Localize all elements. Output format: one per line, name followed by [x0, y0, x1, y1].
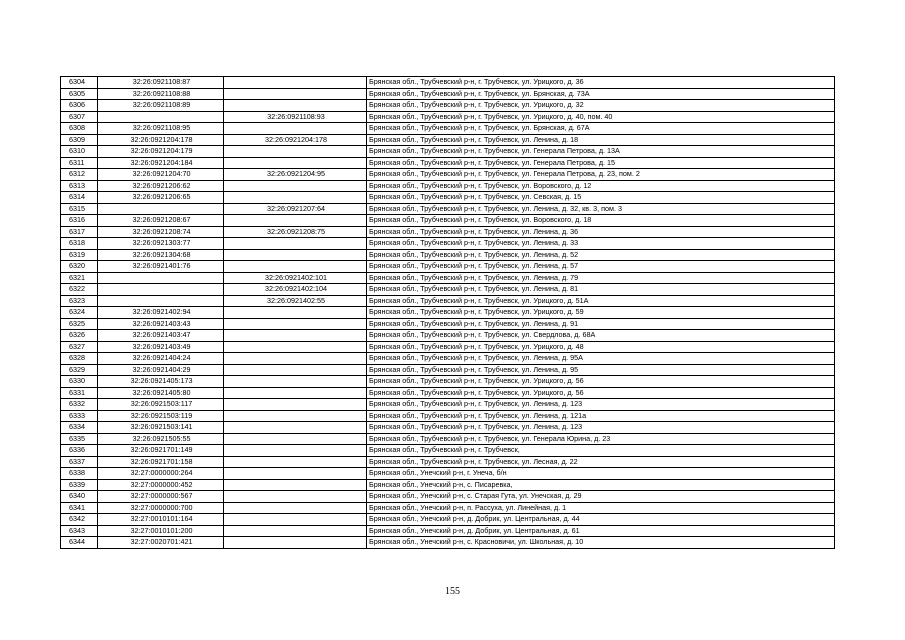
row-number-cell: 6330 — [61, 376, 98, 388]
table-row — [61, 100, 835, 112]
table-row — [61, 410, 835, 422]
address-cell: Брянская обл., Трубчевский р-н, г. Трубчевск, ул. Лесная, д. 22 — [367, 456, 835, 468]
table-row — [61, 479, 835, 491]
row-number-cell: 6319 — [61, 249, 98, 261]
cadastral-number-secondary-cell — [224, 491, 367, 503]
address-cell: Брянская обл., Унечский р-н, с. Красновичи, ул. Школьная, д. 10 — [367, 537, 835, 549]
address-cell: Брянская обл., Трубчевский р-н, г. Трубчевск, ул. Ленина, д. 123 — [367, 399, 835, 411]
cadastral-number-cell: 32:26:0921108:89 — [98, 100, 224, 112]
address-cell: Брянская обл., Трубчевский р-н, г. Трубчевск, ул. Ленина, д. 57 — [367, 261, 835, 273]
cadastral-number-secondary-cell: 32:26:0921208:75 — [224, 226, 367, 238]
cadastral-number-secondary-cell: 32:26:0921204:178 — [224, 134, 367, 146]
cadastral-number-secondary-cell — [224, 410, 367, 422]
row-number-cell: 6318 — [61, 238, 98, 250]
cadastral-number-secondary-cell — [224, 261, 367, 273]
cadastral-number-cell — [98, 272, 224, 284]
cadastral-number-secondary-cell — [224, 180, 367, 192]
address-cell: Брянская обл., Трубчевский р-н, г. Трубчевск, ул. Ленина, д. 52 — [367, 249, 835, 261]
cadastral-number-cell: 32:26:0921701:158 — [98, 456, 224, 468]
cadastral-number-cell: 32:26:0921403:49 — [98, 341, 224, 353]
cadastral-number-cell: 32:26:0921108:88 — [98, 88, 224, 100]
cadastral-number-cell: 32:26:0921503:141 — [98, 422, 224, 434]
row-number-cell: 6336 — [61, 445, 98, 457]
row-number-cell: 6339 — [61, 479, 98, 491]
table-row — [61, 387, 835, 399]
row-number-cell: 6334 — [61, 422, 98, 434]
table-row — [61, 433, 835, 445]
cadastral-number-secondary-cell: 32:26:0921108:93 — [224, 111, 367, 123]
address-cell: Брянская обл., Трубчевский р-н, г. Трубчевск, ул. Ленина, д. 95А — [367, 353, 835, 365]
table-row — [61, 180, 835, 192]
cadastral-number-cell: 32:27:0000000:264 — [98, 468, 224, 480]
cadastral-number-secondary-cell: 32:26:0921402:104 — [224, 284, 367, 296]
address-cell: Брянская обл., Трубчевский р-н, г. Трубчевск, ул. Воровского, д. 12 — [367, 180, 835, 192]
cadastral-number-cell: 32:26:0921503:117 — [98, 399, 224, 411]
row-number-cell: 6315 — [61, 203, 98, 215]
row-number-cell: 6331 — [61, 387, 98, 399]
row-number-cell: 6327 — [61, 341, 98, 353]
table-row — [61, 491, 835, 503]
table-row — [61, 399, 835, 411]
address-cell: Брянская обл., Трубчевский р-н, г. Трубчевск, ул. Урицкого, д. 56 — [367, 376, 835, 388]
cadastral-number-cell: 32:26:0921404:24 — [98, 353, 224, 365]
row-number-cell: 6320 — [61, 261, 98, 273]
cadastral-number-secondary-cell — [224, 123, 367, 135]
table-row — [61, 272, 835, 284]
address-cell: Брянская обл., Трубчевский р-н, г. Трубчевск, ул. Урицкого, д. 56 — [367, 387, 835, 399]
cadastral-number-cell: 32:26:0921403:47 — [98, 330, 224, 342]
row-number-cell: 6322 — [61, 284, 98, 296]
table-row — [61, 284, 835, 296]
cadastral-number-cell: 32:27:0000000:700 — [98, 502, 224, 514]
table-row — [61, 238, 835, 250]
cadastral-number-cell — [98, 203, 224, 215]
cadastral-number-cell: 32:27:0000000:452 — [98, 479, 224, 491]
address-cell: Брянская обл., Трубчевский р-н, г. Трубчевск, ул. Генерала Петрова, д. 23, пом. 2 — [367, 169, 835, 181]
address-cell: Брянская обл., Трубчевский р-н, г. Трубчевск, ул. Севская, д. 15 — [367, 192, 835, 204]
table-row — [61, 364, 835, 376]
table-row — [61, 157, 835, 169]
address-cell: Брянская обл., Унечский р-н, д. Добрик, ул. Центральная, д. 61 — [367, 525, 835, 537]
address-cell: Брянская обл., Унечский р-н, д. Добрик, ул. Центральная, д. 44 — [367, 514, 835, 526]
table-row — [61, 318, 835, 330]
cadastral-number-cell: 32:27:0000000:567 — [98, 491, 224, 503]
cadastral-number-secondary-cell — [224, 77, 367, 89]
cadastral-number-secondary-cell — [224, 88, 367, 100]
row-number-cell: 6341 — [61, 502, 98, 514]
cadastral-number-cell: 32:26:0921108:87 — [98, 77, 224, 89]
table-row — [61, 192, 835, 204]
cadastral-number-cell: 32:26:0921206:62 — [98, 180, 224, 192]
row-number-cell: 6323 — [61, 295, 98, 307]
cadastral-number-cell: 32:26:0921404:29 — [98, 364, 224, 376]
row-number-cell: 6321 — [61, 272, 98, 284]
property-table — [60, 76, 835, 549]
table-row — [61, 468, 835, 480]
address-cell: Брянская обл., Унечский р-н, п. Рассуха, ул. Линейная, д. 1 — [367, 502, 835, 514]
address-cell: Брянская обл., Трубчевский р-н, г. Трубчевск, ул. Брянская, д. 67А — [367, 123, 835, 135]
row-number-cell: 6340 — [61, 491, 98, 503]
cadastral-number-secondary-cell — [224, 445, 367, 457]
cadastral-number-secondary-cell — [224, 456, 367, 468]
row-number-cell: 6342 — [61, 514, 98, 526]
cadastral-number-cell — [98, 284, 224, 296]
address-cell: Брянская обл., Трубчевский р-н, г. Трубчевск, ул. Ленина, д. 33 — [367, 238, 835, 250]
address-cell: Брянская обл., Трубчевский р-н, г. Трубчевск, ул. Ленина, д. 79 — [367, 272, 835, 284]
cadastral-number-cell: 32:26:0921204:70 — [98, 169, 224, 181]
address-cell: Брянская обл., Трубчевский р-н, г. Трубчевск, ул. Ленина, д. 91 — [367, 318, 835, 330]
address-cell: Брянская обл., Трубчевский р-н, г. Трубчевск, ул. Генерала Петрова, д. 13А — [367, 146, 835, 158]
row-number-cell: 6332 — [61, 399, 98, 411]
row-number-cell: 6307 — [61, 111, 98, 123]
cadastral-number-cell: 32:26:0921405:173 — [98, 376, 224, 388]
cadastral-number-secondary-cell: 32:26:0921402:101 — [224, 272, 367, 284]
cadastral-number-secondary-cell — [224, 387, 367, 399]
cadastral-number-secondary-cell — [224, 353, 367, 365]
table-row — [61, 445, 835, 457]
address-cell: Брянская обл., Трубчевский р-н, г. Трубчевск, — [367, 445, 835, 457]
cadastral-number-secondary-cell — [224, 433, 367, 445]
table-row — [61, 134, 835, 146]
table-row — [61, 215, 835, 227]
table-row — [61, 514, 835, 526]
cadastral-number-cell: 32:26:0921701:149 — [98, 445, 224, 457]
row-number-cell: 6343 — [61, 525, 98, 537]
row-number-cell: 6310 — [61, 146, 98, 158]
address-cell: Брянская обл., Трубчевский р-н, г. Трубчевск, ул. Свердлова, д. 68А — [367, 330, 835, 342]
address-cell: Брянская обл., Трубчевский р-н, г. Трубчевск, ул. Урицкого, д. 32 — [367, 100, 835, 112]
address-cell: Брянская обл., Трубчевский р-н, г. Трубчевск, ул. Ленина, д. 36 — [367, 226, 835, 238]
row-number-cell: 6313 — [61, 180, 98, 192]
cadastral-number-secondary-cell — [224, 468, 367, 480]
cadastral-number-cell: 32:27:0010101:200 — [98, 525, 224, 537]
row-number-cell: 6314 — [61, 192, 98, 204]
cadastral-number-cell: 32:26:0921405:80 — [98, 387, 224, 399]
cadastral-number-cell: 32:26:0921208:67 — [98, 215, 224, 227]
address-cell: Брянская обл., Трубчевский р-н, г. Трубчевск, ул. Брянская, д. 73А — [367, 88, 835, 100]
cadastral-number-cell: 32:26:0921402:94 — [98, 307, 224, 319]
cadastral-number-secondary-cell — [224, 364, 367, 376]
cadastral-number-secondary-cell: 32:26:0921402:55 — [224, 295, 367, 307]
cadastral-number-cell: 32:26:0921204:179 — [98, 146, 224, 158]
address-cell: Брянская обл., Трубчевский р-н, г. Трубчевск, ул. Урицкого, д. 36 — [367, 77, 835, 89]
row-number-cell: 6338 — [61, 468, 98, 480]
table-row — [61, 261, 835, 273]
cadastral-number-secondary-cell — [224, 307, 367, 319]
row-number-cell: 6317 — [61, 226, 98, 238]
address-cell: Брянская обл., Трубчевский р-н, г. Трубчевск, ул. Урицкого, д. 51А — [367, 295, 835, 307]
table-row — [61, 456, 835, 468]
cadastral-number-secondary-cell — [224, 100, 367, 112]
cadastral-number-secondary-cell — [224, 422, 367, 434]
cadastral-number-cell: 32:26:0921204:178 — [98, 134, 224, 146]
cadastral-number-secondary-cell: 32:26:0921204:95 — [224, 169, 367, 181]
address-cell: Брянская обл., Трубчевский р-н, г. Трубчевск, ул. Ленина, д. 123 — [367, 422, 835, 434]
cadastral-number-cell: 32:26:0921208:74 — [98, 226, 224, 238]
cadastral-number-secondary-cell — [224, 479, 367, 491]
table-row — [61, 330, 835, 342]
cadastral-number-cell: 32:26:0921108:95 — [98, 123, 224, 135]
cadastral-number-secondary-cell — [224, 376, 367, 388]
row-number-cell: 6328 — [61, 353, 98, 365]
cadastral-number-secondary-cell — [224, 146, 367, 158]
cadastral-number-secondary-cell — [224, 341, 367, 353]
table-row — [61, 376, 835, 388]
cadastral-number-secondary-cell — [224, 525, 367, 537]
table-row — [61, 525, 835, 537]
row-number-cell: 6316 — [61, 215, 98, 227]
address-cell: Брянская обл., Трубчевский р-н, г. Трубчевск, ул. Ленина, д. 32, кв. 3, пом. 3 — [367, 203, 835, 215]
cadastral-number-cell — [98, 295, 224, 307]
cadastral-number-secondary-cell — [224, 215, 367, 227]
row-number-cell: 6335 — [61, 433, 98, 445]
row-number-cell: 6329 — [61, 364, 98, 376]
address-cell: Брянская обл., Трубчевский р-н, г. Трубчевск, ул. Урицкого, д. 59 — [367, 307, 835, 319]
table-row — [61, 422, 835, 434]
address-cell: Брянская обл., Трубчевский р-н, г. Трубчевск, ул. Воровского, д. 18 — [367, 215, 835, 227]
table-row — [61, 226, 835, 238]
row-number-cell: 6325 — [61, 318, 98, 330]
cadastral-number-cell: 32:26:0921303:77 — [98, 238, 224, 250]
cadastral-number-secondary-cell — [224, 399, 367, 411]
cadastral-number-cell: 32:26:0921403:43 — [98, 318, 224, 330]
address-cell: Брянская обл., Трубчевский р-н, г. Трубчевск, ул. Ленина, д. 81 — [367, 284, 835, 296]
table-row — [61, 341, 835, 353]
address-cell: Брянская обл., Унечский р-н, г. Унеча, б/н — [367, 468, 835, 480]
table-row — [61, 146, 835, 158]
cadastral-number-cell: 32:26:0921401:76 — [98, 261, 224, 273]
table-row — [61, 307, 835, 319]
row-number-cell: 6304 — [61, 77, 98, 89]
property-table-body — [61, 77, 835, 549]
cadastral-number-cell: 32:26:0921204:184 — [98, 157, 224, 169]
address-cell: Брянская обл., Трубчевский р-н, г. Трубчевск, ул. Урицкого, д. 48 — [367, 341, 835, 353]
table-row — [61, 502, 835, 514]
cadastral-number-secondary-cell — [224, 537, 367, 549]
row-number-cell: 6309 — [61, 134, 98, 146]
cadastral-number-cell: 32:26:0921505:55 — [98, 433, 224, 445]
row-number-cell: 6326 — [61, 330, 98, 342]
table-row — [61, 169, 835, 181]
row-number-cell: 6312 — [61, 169, 98, 181]
cadastral-number-cell: 32:26:0921304:68 — [98, 249, 224, 261]
row-number-cell: 6306 — [61, 100, 98, 112]
row-number-cell: 6308 — [61, 123, 98, 135]
cadastral-number-cell — [98, 111, 224, 123]
table-row — [61, 353, 835, 365]
table-row — [61, 295, 835, 307]
cadastral-number-secondary-cell — [224, 192, 367, 204]
cadastral-number-secondary-cell — [224, 238, 367, 250]
cadastral-number-secondary-cell — [224, 318, 367, 330]
row-number-cell: 6333 — [61, 410, 98, 422]
table-row — [61, 111, 835, 123]
address-cell: Брянская обл., Унечский р-н, с. Старая Гута, ул. Унечская, д. 29 — [367, 491, 835, 503]
cadastral-number-secondary-cell — [224, 249, 367, 261]
cadastral-number-secondary-cell — [224, 330, 367, 342]
table-row — [61, 123, 835, 135]
address-cell: Брянская обл., Трубчевский р-н, г. Трубчевск, ул. Ленина, д. 121а — [367, 410, 835, 422]
address-cell: Брянская обл., Трубчевский р-н, г. Трубчевск, ул. Ленина, д. 95 — [367, 364, 835, 376]
cadastral-number-cell: 32:27:0010101:164 — [98, 514, 224, 526]
row-number-cell: 6324 — [61, 307, 98, 319]
cadastral-number-secondary-cell: 32:26:0921207:64 — [224, 203, 367, 215]
row-number-cell: 6337 — [61, 456, 98, 468]
address-cell: Брянская обл., Трубчевский р-н, г. Трубчевск, ул. Урицкого, д. 40, пом. 40 — [367, 111, 835, 123]
table-row — [61, 88, 835, 100]
cadastral-number-secondary-cell — [224, 514, 367, 526]
address-cell: Брянская обл., Трубчевский р-н, г. Трубчевск, ул. Генерала Юрина, д. 23 — [367, 433, 835, 445]
address-cell: Брянская обл., Трубчевский р-н, г. Трубчевск, ул. Ленина, д. 18 — [367, 134, 835, 146]
table-row — [61, 537, 835, 549]
cadastral-number-secondary-cell — [224, 157, 367, 169]
table-row — [61, 203, 835, 215]
cadastral-number-cell: 32:27:0020701:421 — [98, 537, 224, 549]
table-row — [61, 249, 835, 261]
page-number: 155 — [445, 586, 460, 597]
cadastral-number-secondary-cell — [224, 502, 367, 514]
address-cell: Брянская обл., Унечский р-н, с. Писаревка, — [367, 479, 835, 491]
address-cell: Брянская обл., Трубчевский р-н, г. Трубчевск, ул. Генерала Петрова, д. 15 — [367, 157, 835, 169]
cadastral-number-cell: 32:26:0921206:65 — [98, 192, 224, 204]
row-number-cell: 6311 — [61, 157, 98, 169]
table-row — [61, 77, 835, 89]
row-number-cell: 6305 — [61, 88, 98, 100]
cadastral-number-cell: 32:26:0921503:119 — [98, 410, 224, 422]
row-number-cell: 6344 — [61, 537, 98, 549]
